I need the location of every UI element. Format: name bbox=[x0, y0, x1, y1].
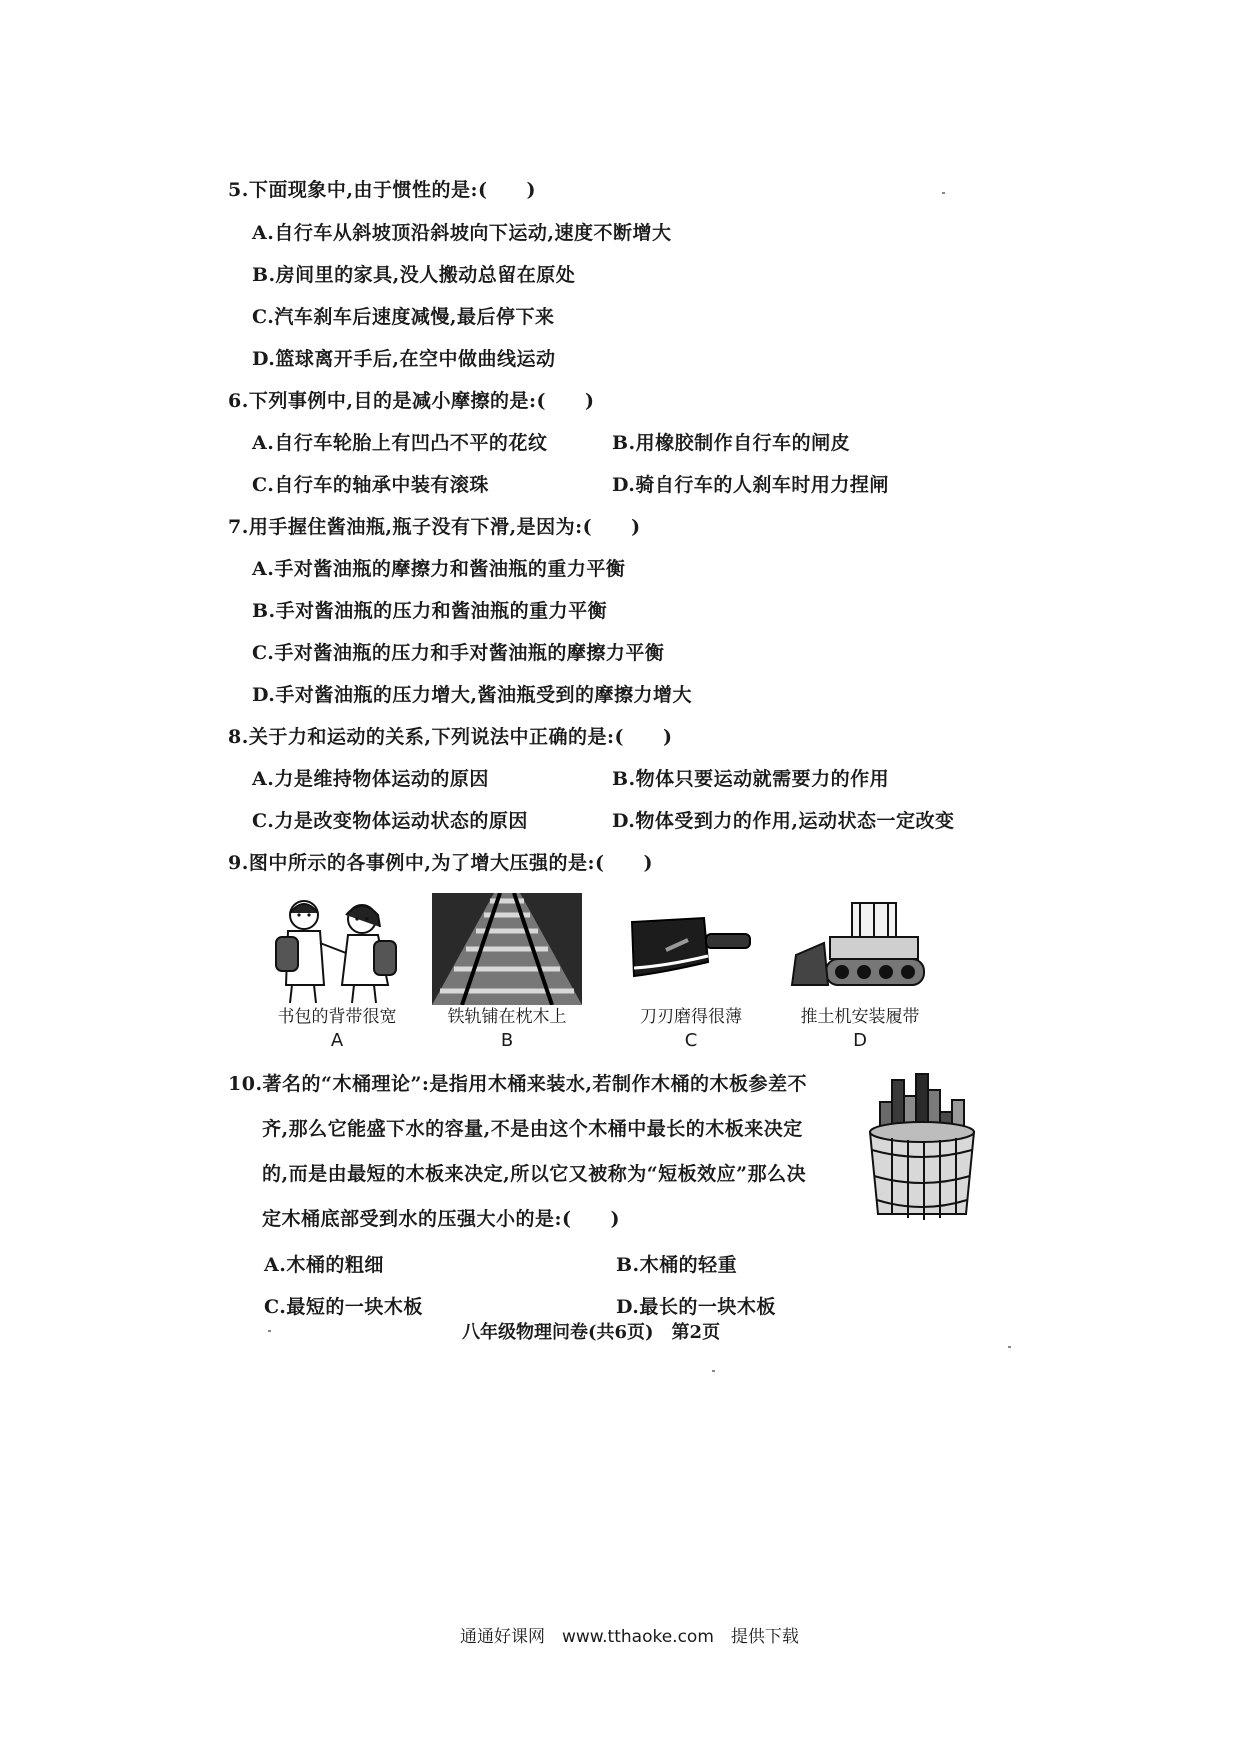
scan-speck bbox=[1008, 1346, 1011, 1348]
q7-option-b: B.手对酱油瓶的压力和酱油瓶的重力平衡 bbox=[252, 600, 608, 622]
q6-option-a: A.自行车轮胎上有凹凸不平的花纹 bbox=[252, 432, 548, 454]
q9-letter-d: D bbox=[853, 1030, 867, 1051]
q5-option-d: D.篮球离开手后,在空中做曲线运动 bbox=[252, 348, 556, 370]
q10-stem-line4: 定木桶底部受到水的压强大小的是:( ) bbox=[262, 1208, 620, 1230]
q9-letter-b: B bbox=[500, 1030, 514, 1051]
q6-option-b: B.用橡胶制作自行车的闸皮 bbox=[612, 432, 851, 454]
q9-letter-c: C bbox=[684, 1030, 698, 1051]
q6-option-c: C.自行车的轴承中装有滚珠 bbox=[252, 474, 489, 496]
bulldozer-illustration bbox=[790, 893, 930, 993]
q9-letter-a: A bbox=[330, 1030, 344, 1051]
q10-stem-line2: 齐,那么它能盛下水的容量,不是由这个木桶中最长的木板来决定 bbox=[262, 1118, 803, 1140]
q6-option-d: D.骑自行车的人刹车时用力捏闸 bbox=[612, 474, 889, 496]
q7-stem: 7.用手握住酱油瓶,瓶子没有下滑,是因为:( ) bbox=[228, 516, 641, 538]
q8-option-c: C.力是改变物体运动状态的原因 bbox=[252, 810, 528, 832]
page-footer: 八年级物理问卷(共6页) 第2页 bbox=[462, 1322, 721, 1343]
q7-option-d: D.手对酱油瓶的压力增大,酱油瓶受到的摩擦力增大 bbox=[252, 684, 693, 706]
students-backpack-illustration bbox=[262, 893, 412, 1005]
q10-option-b: B.木桶的轻重 bbox=[616, 1254, 738, 1276]
scan-speck bbox=[712, 1370, 715, 1372]
q5-stem: 5.下面现象中,由于惯性的是:( ) bbox=[228, 179, 536, 201]
railway-track-illustration bbox=[432, 893, 582, 1005]
q6-stem: 6.下列事例中,目的是减小摩擦的是:( ) bbox=[228, 390, 595, 412]
wooden-barrel-illustration bbox=[862, 1072, 982, 1222]
q9-caption-c: 刀刃磨得很薄 bbox=[640, 1007, 742, 1027]
q5-option-b: B.房间里的家具,没人搬动总留在原处 bbox=[252, 264, 576, 286]
q7-option-a: A.手对酱油瓶的摩擦力和酱油瓶的重力平衡 bbox=[252, 558, 626, 580]
q10-option-a: A.木桶的粗细 bbox=[264, 1254, 384, 1276]
q8-stem: 8.关于力和运动的关系,下列说法中正确的是:( ) bbox=[228, 726, 673, 748]
q7-option-c: C.手对酱油瓶的压力和手对酱油瓶的摩擦力平衡 bbox=[252, 642, 665, 664]
q8-option-d: D.物体受到力的作用,运动状态一定改变 bbox=[612, 810, 955, 832]
scan-speck bbox=[268, 1330, 271, 1332]
scan-speck bbox=[942, 192, 945, 194]
q9-stem: 9.图中所示的各事例中,为了增大压强的是:( ) bbox=[228, 852, 653, 874]
q10-stem-line1: 10.著名的“木桶理论”:是指用木桶来装水,若制作木桶的木板参差不 bbox=[228, 1073, 808, 1095]
cleaver-knife-illustration bbox=[626, 910, 756, 990]
q9-caption-d: 推土机安装履带 bbox=[800, 1007, 920, 1027]
q5-option-a: A.自行车从斜坡顶沿斜坡向下运动,速度不断增大 bbox=[252, 222, 672, 244]
q10-option-c: C.最短的一块木板 bbox=[264, 1296, 423, 1318]
q9-caption-b: 铁轨铺在枕木上 bbox=[447, 1007, 567, 1027]
site-credit: 通通好课网 www.tthaoke.com 提供下载 bbox=[460, 1627, 799, 1647]
q8-option-b: B.物体只要运动就需要力的作用 bbox=[612, 768, 890, 790]
q8-option-a: A.力是维持物体运动的原因 bbox=[252, 768, 489, 790]
q10-stem-line3: 的,而是由最短的木板来决定,所以它又被称为“短板效应”那么决 bbox=[262, 1163, 807, 1185]
q10-option-d: D.最长的一块木板 bbox=[616, 1296, 776, 1318]
q5-option-c: C.汽车刹车后速度减慢,最后停下来 bbox=[252, 306, 555, 328]
q9-caption-a: 书包的背带很宽 bbox=[277, 1007, 397, 1027]
